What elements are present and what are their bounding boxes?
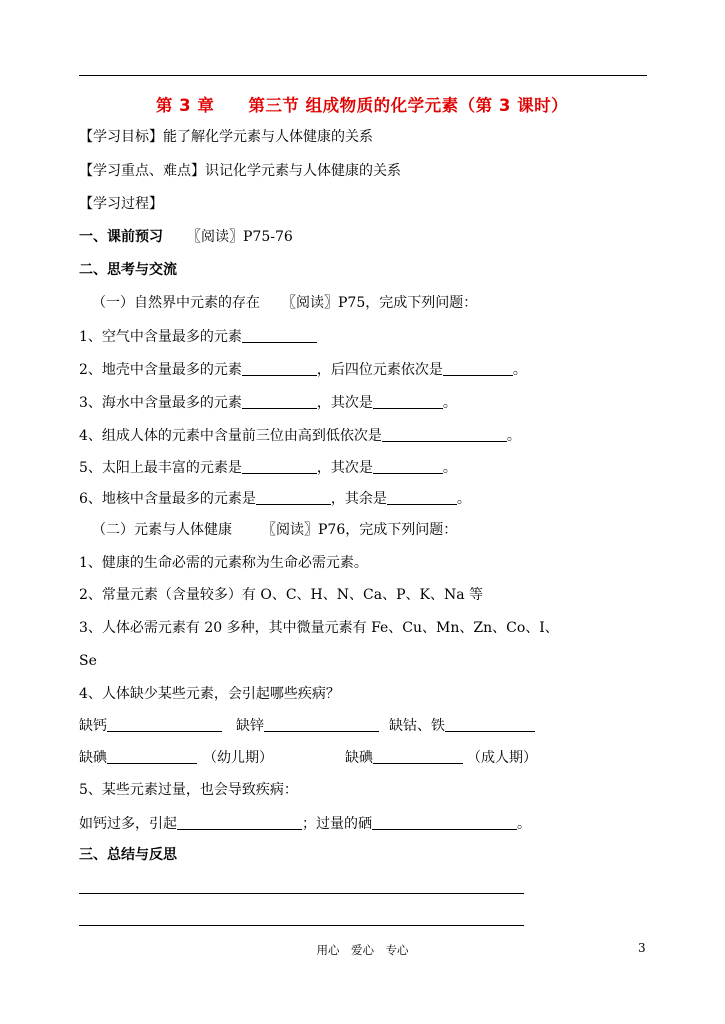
deficiency-row-1: [79, 717, 535, 734]
lack-calcium-label: 缺钙: [79, 718, 107, 734]
goal-label: 【学习目标】: [79, 129, 163, 145]
q3-text-b: ，其次是: [316, 395, 373, 411]
learning-goal: [79, 129, 373, 145]
excess-calcium-blank[interactable]: [177, 815, 302, 830]
lack-iodine-adult-period: （成人期）: [467, 750, 537, 766]
question-6: [79, 490, 471, 507]
q6-end: 。: [456, 491, 471, 507]
excess-end: 。: [517, 816, 531, 832]
lack-zinc-label: 缺锌: [236, 718, 264, 734]
learning-focus: [79, 163, 401, 179]
q2-blank-1[interactable]: [242, 361, 317, 376]
point-1: 1、健康的生命必需的元素称为生命必需元素。: [79, 555, 368, 571]
summary-line-2[interactable]: [79, 925, 524, 926]
lack-iodine-child-blank[interactable]: [107, 749, 197, 764]
q3-blank-1[interactable]: [242, 394, 317, 409]
lack-cobalt-iron-blank[interactable]: [445, 717, 535, 732]
section-preview-ref: 〖阅读〗P75-76: [187, 229, 293, 245]
point-3: 3、人体必需元素有 20 多种，其中微量元素有 Fe、Cu、Mn、Zn、Co、I、: [79, 620, 559, 636]
q6-text-a: 6、地核中含量最多的元素是: [79, 491, 256, 507]
part2-heading: （二）元素与人体健康: [92, 522, 232, 538]
focus-text: 识记化学元素与人体健康的关系: [205, 163, 401, 179]
part1-instruction: 〖阅读〗P75，完成下列问题：: [282, 295, 478, 311]
page-number: 3: [638, 941, 646, 955]
q6-text-b: ，其余是: [330, 491, 387, 507]
section-preview: [79, 229, 293, 245]
lack-cobalt-iron-label: 缺钴、铁: [389, 718, 445, 734]
q2-text-b: ，后四位元素依次是: [316, 362, 443, 378]
page-title: 第 3 章 第三节 组成物质的化学元素（第 3 课时）: [155, 96, 569, 115]
q1-text: 1、空气中含量最多的元素: [79, 329, 242, 345]
part2-line: [92, 522, 457, 538]
q6-blank-1[interactable]: [256, 490, 331, 505]
excess-selenium-blank[interactable]: [372, 815, 517, 830]
part2-instruction: 〖阅读〗P76，完成下列问题：: [262, 522, 458, 538]
part1-heading: （一）自然界中元素的存在: [92, 295, 260, 311]
header-rule: [79, 75, 647, 76]
section-summary-heading: 三、总结与反思: [79, 847, 177, 863]
q2-end: 。: [512, 362, 527, 378]
lack-calcium-blank[interactable]: [107, 717, 222, 732]
question-2: [79, 361, 527, 378]
learning-process: 【学习过程】: [79, 196, 163, 212]
point-2: 2、常量元素（含量较多）有 O、C、H、N、Ca、P、K、Na 等: [79, 587, 483, 603]
q5-blank-1[interactable]: [242, 459, 317, 474]
point-3-continued: Se: [79, 653, 97, 669]
point-5: 5、某些元素过量，也会导致疾病：: [79, 782, 298, 798]
q3-text-a: 3、海水中含量最多的元素: [79, 395, 242, 411]
question-5: [79, 459, 457, 476]
goal-text: 能了解化学元素与人体健康的关系: [163, 129, 373, 145]
q4-end: 。: [506, 428, 521, 444]
q2-text-a: 2、地壳中含量最多的元素: [79, 362, 242, 378]
q1-blank[interactable]: [242, 328, 317, 343]
lack-iodine-adult-blank[interactable]: [373, 749, 463, 764]
summary-line-1[interactable]: [79, 893, 524, 894]
q3-end: 。: [442, 395, 457, 411]
lack-iodine-child-period: （幼儿期）: [203, 750, 273, 766]
q5-end: 。: [442, 460, 457, 476]
question-4: [79, 427, 521, 444]
q3-blank-2[interactable]: [373, 394, 443, 409]
q4-blank[interactable]: [382, 427, 507, 442]
q5-text-a: 5、太阳上最丰富的元素是: [79, 460, 242, 476]
page-footer: 用心 爱心 专心: [316, 943, 409, 957]
part1-line: [92, 295, 477, 311]
q6-blank-2[interactable]: [387, 490, 457, 505]
focus-label: 【学习重点、难点】: [79, 163, 205, 179]
lack-iodine-child-label: 缺碘: [79, 750, 107, 766]
section-preview-heading: 一、课前预习: [79, 229, 163, 245]
point-4: 4、人体缺少某些元素，会引起哪些疾病？: [79, 686, 340, 702]
q4-text-a: 4、组成人体的元素中含量前三位由高到低依次是: [79, 428, 382, 444]
question-3: [79, 394, 457, 411]
q5-text-b: ，其次是: [316, 460, 373, 476]
lack-iodine-adult-label: 缺碘: [345, 750, 373, 766]
q2-blank-2[interactable]: [443, 361, 513, 376]
lack-zinc-blank[interactable]: [264, 717, 379, 732]
excess-calcium-text: 如钙过多，引起: [79, 816, 177, 832]
question-1: [79, 328, 317, 345]
deficiency-row-2: [79, 749, 537, 766]
excess-row: [79, 815, 531, 832]
excess-selenium-text: ；过量的硒: [302, 816, 372, 832]
section-discuss-heading: 二、思考与交流: [79, 262, 177, 278]
q5-blank-2[interactable]: [373, 459, 443, 474]
